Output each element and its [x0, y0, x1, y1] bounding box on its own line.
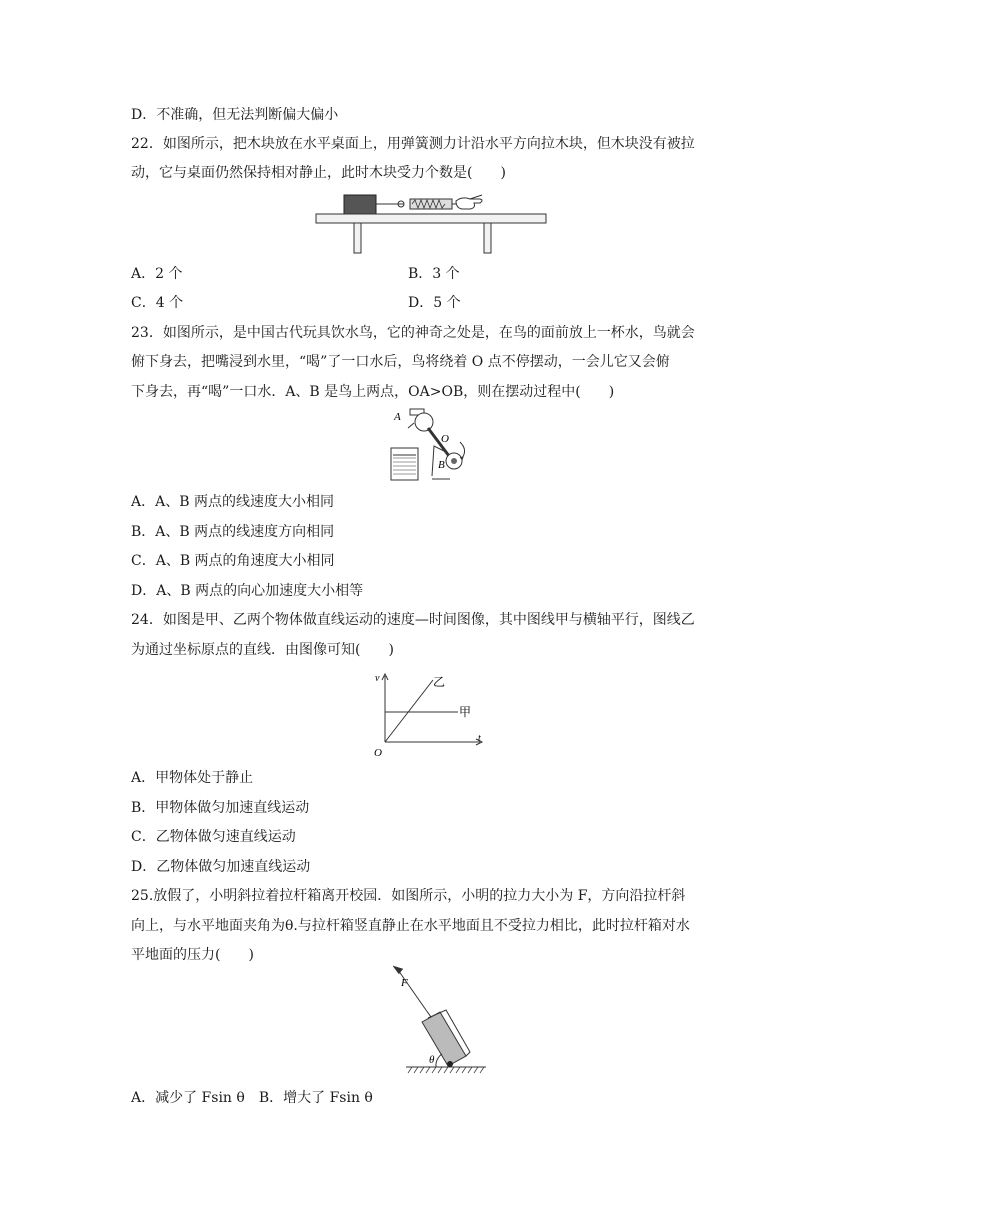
q24-t-label: t [478, 733, 481, 744]
q24-option-c: C．乙物体做匀速直线运动 [131, 829, 296, 845]
q24-jia-label: 甲 [459, 705, 472, 719]
q22-option-c: C．4 个 [131, 295, 184, 311]
q22-option-d: D．5 个 [408, 295, 461, 311]
q25-figure-trolley-case [402, 970, 490, 1080]
q23-figure-drinking-bird [388, 406, 472, 482]
q23-label-a: A [394, 411, 401, 423]
q24-stem-line2: 为通过坐标原点的直线．由图像可知( ) [131, 642, 394, 658]
q25-f-label: F [401, 977, 408, 989]
q23-option-a: A．A、B 两点的线速度大小相同 [131, 494, 334, 510]
q23-stem-line2: 俯下身去，把嘴浸到水里，“喝”了一口水后，鸟将绕着 O 点不停摆动，一会儿它又会俯 [131, 354, 670, 370]
q23-option-d: D．A、B 两点的向心加速度大小相等 [131, 583, 364, 599]
q22-option-b: B．3 个 [408, 266, 460, 282]
q24-v-label: v [375, 673, 380, 684]
q23-option-b: B．A、B 两点的线速度方向相同 [131, 524, 335, 540]
q24-figure-vt-graph [370, 668, 490, 760]
q25-options-ab: A．减少了 Fsin θ B．增大了 Fsin θ [131, 1090, 373, 1106]
q22-stem-line2: 动，它与桌面仍然保持相对静止，此时木块受力个数是( ) [131, 165, 506, 181]
q22-stem-line1: 22．如图所示，把木块放在水平桌面上，用弹簧测力计沿水平方向拉木块，但木块没有被拉 [131, 136, 695, 152]
q24-line-yi [385, 680, 433, 742]
q24-origin-label: O [374, 747, 382, 759]
q23-option-c: C．A、B 两点的角速度大小相同 [131, 553, 335, 569]
q24-option-d: D．乙物体做匀加速直线运动 [131, 859, 311, 875]
q25-stem-line2: 向上，与水平地面夹角为θ.与拉杆箱竖直静止在水平地面且不受拉力相比，此时拉杆箱对水 [131, 918, 690, 934]
q23-stem-line1: 23．如图所示，是中国古代玩具饮水鸟，它的神奇之处是，在鸟的面前放上一杯水，鸟就会 [131, 325, 695, 341]
q25-theta-label: θ [429, 1054, 435, 1066]
q23-label-b: B [438, 459, 445, 471]
q24-option-a: A．甲物体处于静止 [131, 770, 254, 786]
q23-label-o: O [441, 433, 449, 445]
q22-figure-block-on-table [314, 193, 548, 255]
q22-option-a: A．2 个 [131, 266, 183, 282]
q24-yi-label: 乙 [433, 675, 446, 689]
q23-stem-line3: 下身去，再“喝”一口水．A、B 是鸟上两点，OA>OB，则在摆动过程中( ) [131, 384, 615, 400]
q24-option-b: B．甲物体做匀加速直线运动 [131, 800, 310, 816]
q25-stem-line3: 平地面的压力( ) [131, 947, 254, 963]
q24-stem-line1: 24．如图是甲、乙两个物体做直线运动的速度—时间图像，其中图线甲与横轴平行，图线乙 [131, 612, 695, 628]
q25-stem-line1: 25.放假了，小明斜拉着拉杆箱离开校园．如图所示，小明的拉力大小为 F，方向沿拉杆斜 [131, 888, 686, 904]
q21-option-d: D．不准确，但无法判断偏大偏小 [131, 107, 339, 123]
